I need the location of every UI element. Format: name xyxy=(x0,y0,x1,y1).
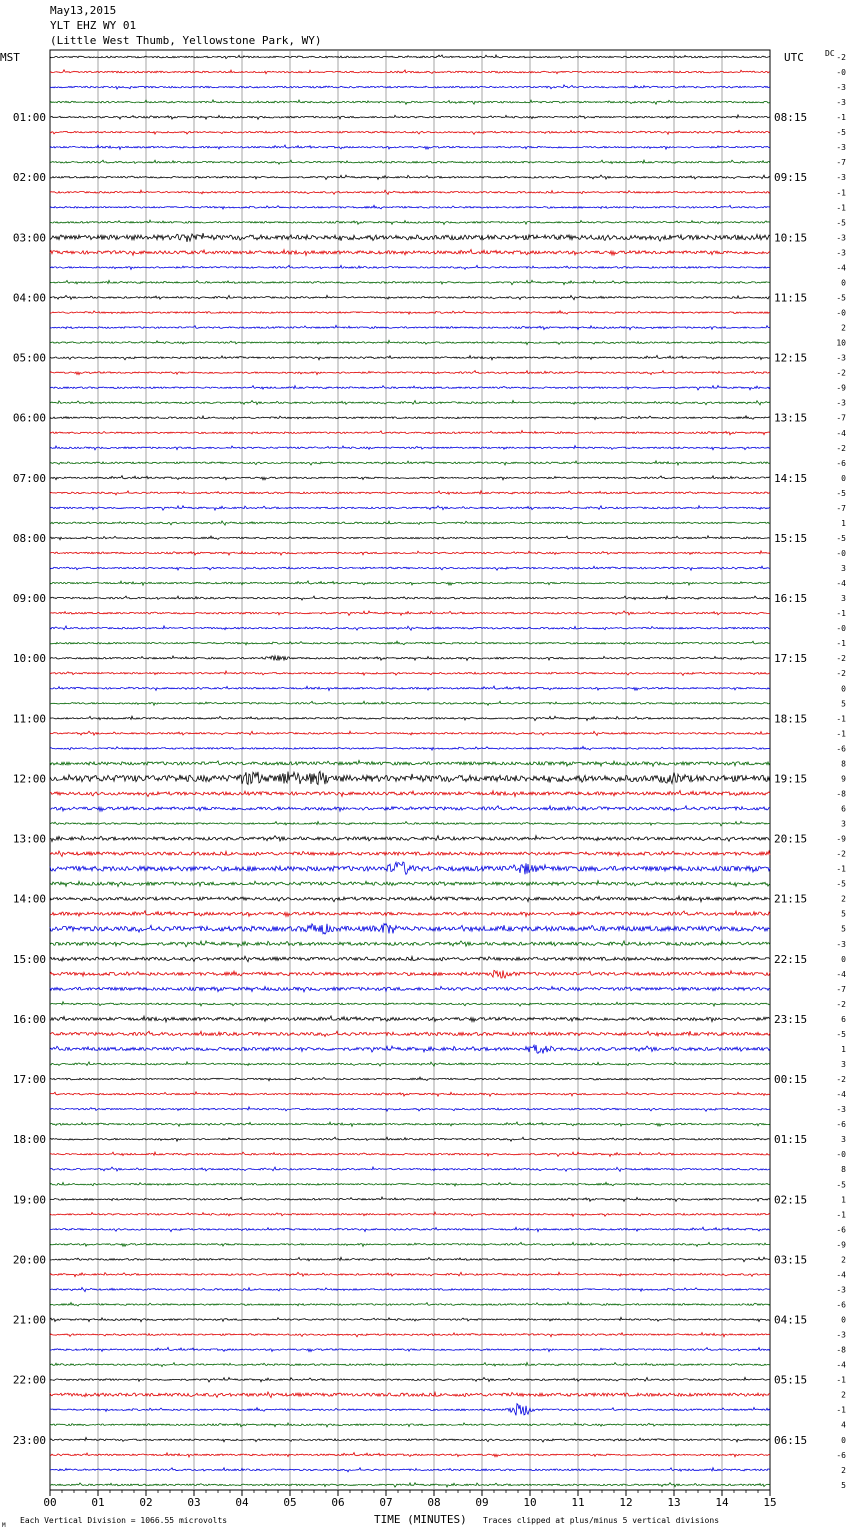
dc-offset-label: -7 xyxy=(836,158,846,168)
dc-offset-label: -6 xyxy=(836,1225,846,1235)
utc-hour-label: 01:15 xyxy=(774,1133,808,1147)
mst-hour-label: 20:00 xyxy=(12,1253,46,1267)
dc-offset-label: -2 xyxy=(836,849,846,859)
trace-line xyxy=(50,731,770,735)
dc-offset-label: 0 xyxy=(841,1435,846,1445)
x-tick-label: 10 xyxy=(523,1496,537,1509)
trace-line xyxy=(50,1227,770,1231)
trace-line xyxy=(50,896,770,902)
trace-line xyxy=(50,386,770,390)
dc-offset-label: 0 xyxy=(841,278,846,288)
dc-offset-label: -5 xyxy=(836,488,846,498)
dc-offset-label: -3 xyxy=(836,83,846,93)
mst-hour-label: 23:00 xyxy=(12,1433,46,1447)
dc-offset-label: -9 xyxy=(836,834,846,844)
dc-offset-label: 3 xyxy=(841,819,846,829)
dc-offset-label: -0 xyxy=(836,68,846,78)
utc-hour-label: 14:15 xyxy=(774,471,808,485)
trace-line xyxy=(50,401,770,405)
dc-offset-label: -2 xyxy=(836,654,846,664)
trace-line xyxy=(50,1302,770,1306)
trace-line xyxy=(50,862,770,874)
dc-offset-label: -2 xyxy=(836,1075,846,1085)
trace-line xyxy=(50,791,770,797)
dc-label: DC xyxy=(825,49,835,58)
dc-offset-label: -9 xyxy=(836,1240,846,1250)
mst-hour-label: 07:00 xyxy=(12,471,46,485)
dc-offset-label: 8 xyxy=(841,759,846,769)
trace-line xyxy=(50,1002,770,1006)
trace-line xyxy=(50,1167,770,1171)
trace-line xyxy=(50,233,770,242)
dc-offset-label: -1 xyxy=(836,609,846,619)
dc-offset-label: 5 xyxy=(841,909,846,919)
dc-offset-label: 5 xyxy=(841,924,846,934)
dc-offset-label: -5 xyxy=(836,218,846,228)
x-axis-title: TIME (MINUTES) xyxy=(374,1513,467,1526)
dc-offset-label: -2 xyxy=(836,53,846,62)
utc-hour-label: 20:15 xyxy=(774,832,808,846)
utc-hour-label: 00:15 xyxy=(774,1073,808,1087)
trace-line xyxy=(50,746,770,750)
trace-line xyxy=(50,1062,770,1066)
trace-line xyxy=(50,100,770,105)
dc-offset-label: -3 xyxy=(836,353,846,363)
scale-note: Each Vertical Division = 1066.55 microvolts xyxy=(20,1516,228,1525)
dc-offset-label: 1 xyxy=(841,1195,846,1205)
trace-line xyxy=(50,446,770,450)
utc-label: UTC xyxy=(784,51,804,64)
dc-offset-label: 5 xyxy=(841,699,846,709)
trace-line xyxy=(50,1242,770,1246)
trace-line xyxy=(50,1107,770,1111)
dc-offset-label: -4 xyxy=(836,579,846,589)
trace-line xyxy=(50,701,770,705)
trace-line xyxy=(50,476,770,480)
trace-line xyxy=(50,551,770,555)
dc-offset-label: 1 xyxy=(841,1044,846,1054)
dc-offset-label: -3 xyxy=(836,143,846,153)
trace-line xyxy=(50,1031,770,1037)
trace-line xyxy=(50,986,770,991)
trace-line xyxy=(50,145,770,149)
dc-offset-label: -6 xyxy=(836,458,846,468)
utc-hour-label: 18:15 xyxy=(774,712,808,726)
utc-hour-label: 02:15 xyxy=(774,1193,808,1207)
mst-hour-label: 01:00 xyxy=(12,111,46,125)
header-station: YLT EHZ WY 01 xyxy=(50,19,137,32)
header-location: (Little West Thumb, Yellowstone Park, WY) xyxy=(50,34,322,47)
trace-line xyxy=(50,1392,770,1398)
trace-line xyxy=(50,355,770,359)
trace-line xyxy=(50,311,770,315)
dc-offset-label: -3 xyxy=(836,1105,846,1115)
utc-hour-label: 06:15 xyxy=(774,1433,808,1447)
trace-line xyxy=(50,1347,770,1351)
mst-hour-label: 22:00 xyxy=(12,1373,46,1387)
dc-offset-label: -1 xyxy=(836,1375,846,1385)
dc-offset-label: 3 xyxy=(841,594,846,604)
dc-offset-label: -8 xyxy=(836,1345,846,1355)
dc-offset-label: -3 xyxy=(836,1330,846,1340)
trace-line xyxy=(50,941,770,947)
utc-hour-label: 23:15 xyxy=(774,1012,808,1026)
trace-line xyxy=(50,265,770,269)
trace-line xyxy=(50,1453,770,1457)
trace-line xyxy=(50,806,770,811)
dc-offset-label: 2 xyxy=(841,894,846,904)
trace-line xyxy=(50,115,770,119)
dc-offset-label: 5 xyxy=(841,1480,846,1490)
utc-hour-label: 21:15 xyxy=(774,892,808,906)
x-tick-label: 07 xyxy=(379,1496,393,1509)
trace-line xyxy=(50,536,770,540)
dc-offset-label: -0 xyxy=(836,308,846,318)
dc-offset-label: -6 xyxy=(836,744,846,754)
dc-offset-label: 3 xyxy=(841,1135,846,1145)
dc-offset-label: -1 xyxy=(836,864,846,874)
dc-offset-label: 4 xyxy=(841,1420,846,1430)
utc-hour-label: 19:15 xyxy=(774,772,808,786)
trace-line xyxy=(50,1137,770,1141)
trace-line xyxy=(50,1152,770,1156)
trace-line xyxy=(50,130,770,134)
trace-line xyxy=(50,1197,770,1201)
utc-hour-label: 03:15 xyxy=(774,1253,808,1267)
dc-offset-label: -0 xyxy=(836,624,846,634)
trace-line xyxy=(50,461,770,465)
trace-line xyxy=(50,491,770,495)
dc-offset-label: -5 xyxy=(836,1029,846,1039)
dc-offset-label: -6 xyxy=(836,1300,846,1310)
mst-hour-label: 08:00 xyxy=(12,531,46,545)
trace-line xyxy=(50,1077,770,1081)
dc-offset-label: 3 xyxy=(841,564,846,574)
dc-offset-label: -3 xyxy=(836,248,846,258)
utc-hour-label: 16:15 xyxy=(774,592,808,606)
dc-offset-label: -5 xyxy=(836,128,846,138)
trace-line xyxy=(50,1212,770,1216)
dc-offset-label: -1 xyxy=(836,729,846,739)
mst-hour-label: 18:00 xyxy=(12,1133,46,1147)
trace-line xyxy=(50,1045,770,1054)
trace-line xyxy=(50,85,770,89)
trace-line xyxy=(50,1092,770,1096)
dc-offset-label: 0 xyxy=(841,1315,846,1325)
dc-offset-label: 2 xyxy=(841,1255,846,1265)
dc-offset-label: -1 xyxy=(836,203,846,213)
trace-line xyxy=(50,190,770,194)
trace-line xyxy=(50,821,770,825)
dc-offset-label: -2 xyxy=(836,999,846,1009)
trace-line xyxy=(50,1288,770,1292)
x-tick-label: 12 xyxy=(619,1496,633,1509)
trace-line xyxy=(50,160,770,164)
dc-offset-label: -4 xyxy=(836,1360,846,1370)
trace-line xyxy=(50,836,770,842)
utc-hour-label: 12:15 xyxy=(774,351,808,365)
dc-offset-label: -0 xyxy=(836,548,846,558)
x-tick-label: 02 xyxy=(139,1496,153,1509)
mst-hour-label: 12:00 xyxy=(12,772,46,786)
mst-hour-label: 03:00 xyxy=(12,231,46,245)
trace-line xyxy=(50,416,770,420)
trace-line xyxy=(50,506,770,511)
dc-offset-label: -5 xyxy=(836,1180,846,1190)
trace-line xyxy=(50,1483,770,1487)
trace-line xyxy=(50,596,770,600)
trace-line xyxy=(50,220,770,224)
trace-line xyxy=(50,295,770,299)
trace-line xyxy=(50,431,770,435)
trace-line xyxy=(50,956,770,962)
dc-offset-label: -7 xyxy=(836,413,846,423)
x-tick-label: 05 xyxy=(283,1496,297,1509)
trace-line xyxy=(50,250,770,256)
dc-offset-label: 0 xyxy=(841,684,846,694)
trace-line xyxy=(50,1423,770,1427)
trace-line xyxy=(50,924,770,935)
dc-offset-label: 6 xyxy=(841,1014,846,1024)
trace-line xyxy=(50,1377,770,1382)
dc-offset-label: -3 xyxy=(836,939,846,949)
trace-line xyxy=(50,1438,770,1443)
x-tick-label: 04 xyxy=(235,1496,249,1509)
dc-offset-label: 2 xyxy=(841,1465,846,1475)
x-tick-label: 15 xyxy=(763,1496,777,1509)
mst-hour-label: 21:00 xyxy=(12,1313,46,1327)
trace-line xyxy=(50,1333,770,1337)
dc-offset-label: -6 xyxy=(836,1450,846,1460)
x-tick-label: 13 xyxy=(667,1496,681,1509)
trace-line xyxy=(50,1272,770,1276)
x-tick-label: 01 xyxy=(91,1496,105,1509)
utc-hour-label: 11:15 xyxy=(774,291,808,305)
dc-offset-label: -4 xyxy=(836,969,846,979)
trace-line xyxy=(50,1404,770,1416)
mst-hour-label: 02:00 xyxy=(12,171,46,185)
utc-hour-label: 04:15 xyxy=(774,1313,808,1327)
trace-line xyxy=(50,1122,770,1126)
trace-line xyxy=(50,205,770,209)
mst-hour-label: 04:00 xyxy=(12,291,46,305)
trace-line xyxy=(50,521,770,525)
dc-offset-label: -1 xyxy=(836,188,846,198)
dc-offset-label: -4 xyxy=(836,428,846,438)
trace-line xyxy=(50,340,770,344)
trace-line xyxy=(50,881,770,887)
mst-hour-label: 13:00 xyxy=(12,832,46,846)
dc-offset-label: -5 xyxy=(836,533,846,543)
trace-line xyxy=(50,641,770,645)
dc-offset-label: -1 xyxy=(836,1210,846,1220)
mst-hour-label: 11:00 xyxy=(12,712,46,726)
dc-offset-label: -4 xyxy=(836,263,846,273)
dc-offset-label: 10 xyxy=(836,338,846,348)
trace-line xyxy=(50,1468,770,1472)
x-tick-label: 08 xyxy=(427,1496,441,1509)
dc-offset-label: -4 xyxy=(836,1270,846,1280)
x-tick-label: 00 xyxy=(43,1496,57,1509)
dc-offset-label: 6 xyxy=(841,804,846,814)
dc-offset-label: 0 xyxy=(841,954,846,964)
dc-offset-label: 8 xyxy=(841,1165,846,1175)
dc-offset-label: -9 xyxy=(836,383,846,393)
utc-hour-label: 13:15 xyxy=(774,411,808,425)
dc-offset-label: 2 xyxy=(841,323,846,333)
dc-offset-label: 9 xyxy=(841,774,846,784)
trace-line xyxy=(50,970,770,978)
dc-offset-label: -2 xyxy=(836,669,846,679)
dc-offset-label: -5 xyxy=(836,293,846,303)
dc-offset-label: -1 xyxy=(836,1405,846,1415)
trace-line xyxy=(50,371,770,375)
mst-hour-label: 05:00 xyxy=(12,351,46,365)
trace-line xyxy=(50,771,770,784)
dc-offset-label: -3 xyxy=(836,398,846,408)
utc-hour-label: 09:15 xyxy=(774,171,808,185)
mst-hour-label: 06:00 xyxy=(12,411,46,425)
utc-hour-label: 17:15 xyxy=(774,652,808,666)
trace-line xyxy=(50,325,770,329)
trace-line xyxy=(50,851,770,857)
dc-offset-label: 3 xyxy=(841,1060,846,1070)
trace-line xyxy=(50,671,770,676)
header-date: May13,2015 xyxy=(50,4,117,17)
clip-note: Traces clipped at plus/minus 5 vertical divisions xyxy=(483,1516,720,1525)
dc-offset-label: -2 xyxy=(836,443,846,453)
trace-line xyxy=(50,566,770,570)
mst-hour-label: 17:00 xyxy=(12,1073,46,1087)
trace-line xyxy=(50,656,770,661)
dc-offset-label: -3 xyxy=(836,98,846,108)
x-tick-label: 14 xyxy=(715,1496,729,1509)
dc-offset-label: -3 xyxy=(836,233,846,243)
utc-hour-label: 22:15 xyxy=(774,952,808,966)
x-tick-label: 09 xyxy=(475,1496,489,1509)
dc-offset-label: -0 xyxy=(836,1150,846,1160)
dc-offset-label: -7 xyxy=(836,984,846,994)
dc-offset-label: -7 xyxy=(836,503,846,513)
trace-line xyxy=(50,1317,770,1321)
utc-hour-label: 15:15 xyxy=(774,531,808,545)
dc-offset-label: -5 xyxy=(836,879,846,889)
trace-line xyxy=(50,1257,770,1261)
trace-line xyxy=(50,280,770,284)
dc-offset-label: -1 xyxy=(836,639,846,649)
dc-offset-label: 1 xyxy=(841,518,846,528)
trace-line xyxy=(50,175,770,179)
trace-line xyxy=(50,626,770,630)
corner-mark: M xyxy=(2,1522,6,1529)
trace-line xyxy=(50,1363,770,1367)
dc-offset-label: -4 xyxy=(836,1090,846,1100)
utc-hour-label: 05:15 xyxy=(774,1373,808,1387)
mst-hour-label: 14:00 xyxy=(12,892,46,906)
mst-hour-label: 09:00 xyxy=(12,592,46,606)
dc-offset-label: -3 xyxy=(836,1285,846,1295)
utc-hour-label: 10:15 xyxy=(774,231,808,245)
dc-offset-label: -6 xyxy=(836,1120,846,1130)
dc-offset-label: -8 xyxy=(836,789,846,799)
trace-line xyxy=(50,55,770,59)
dc-offset-label: 2 xyxy=(841,1390,846,1400)
trace-line xyxy=(50,911,770,917)
utc-hour-label: 08:15 xyxy=(774,111,808,125)
dc-offset-label: -2 xyxy=(836,368,846,378)
dc-offset-label: -1 xyxy=(836,113,846,123)
trace-line xyxy=(50,70,770,74)
x-tick-label: 06 xyxy=(331,1496,345,1509)
dc-offset-label: 0 xyxy=(841,473,846,483)
dc-offset-label: -3 xyxy=(836,173,846,183)
mst-hour-label: 15:00 xyxy=(12,952,46,966)
dc-offset-label: -1 xyxy=(836,714,846,724)
mst-hour-label: 10:00 xyxy=(12,652,46,666)
mst-label: MST xyxy=(0,51,20,64)
x-tick-label: 11 xyxy=(571,1496,585,1509)
trace-line xyxy=(50,760,770,766)
trace-line xyxy=(50,581,770,585)
mst-hour-label: 16:00 xyxy=(12,1012,46,1026)
trace-line xyxy=(50,686,770,690)
trace-line xyxy=(50,611,770,615)
mst-hour-label: 19:00 xyxy=(12,1193,46,1207)
trace-line xyxy=(50,1016,770,1022)
trace-line xyxy=(50,716,770,720)
trace-line xyxy=(50,1182,770,1186)
x-tick-label: 03 xyxy=(187,1496,201,1509)
